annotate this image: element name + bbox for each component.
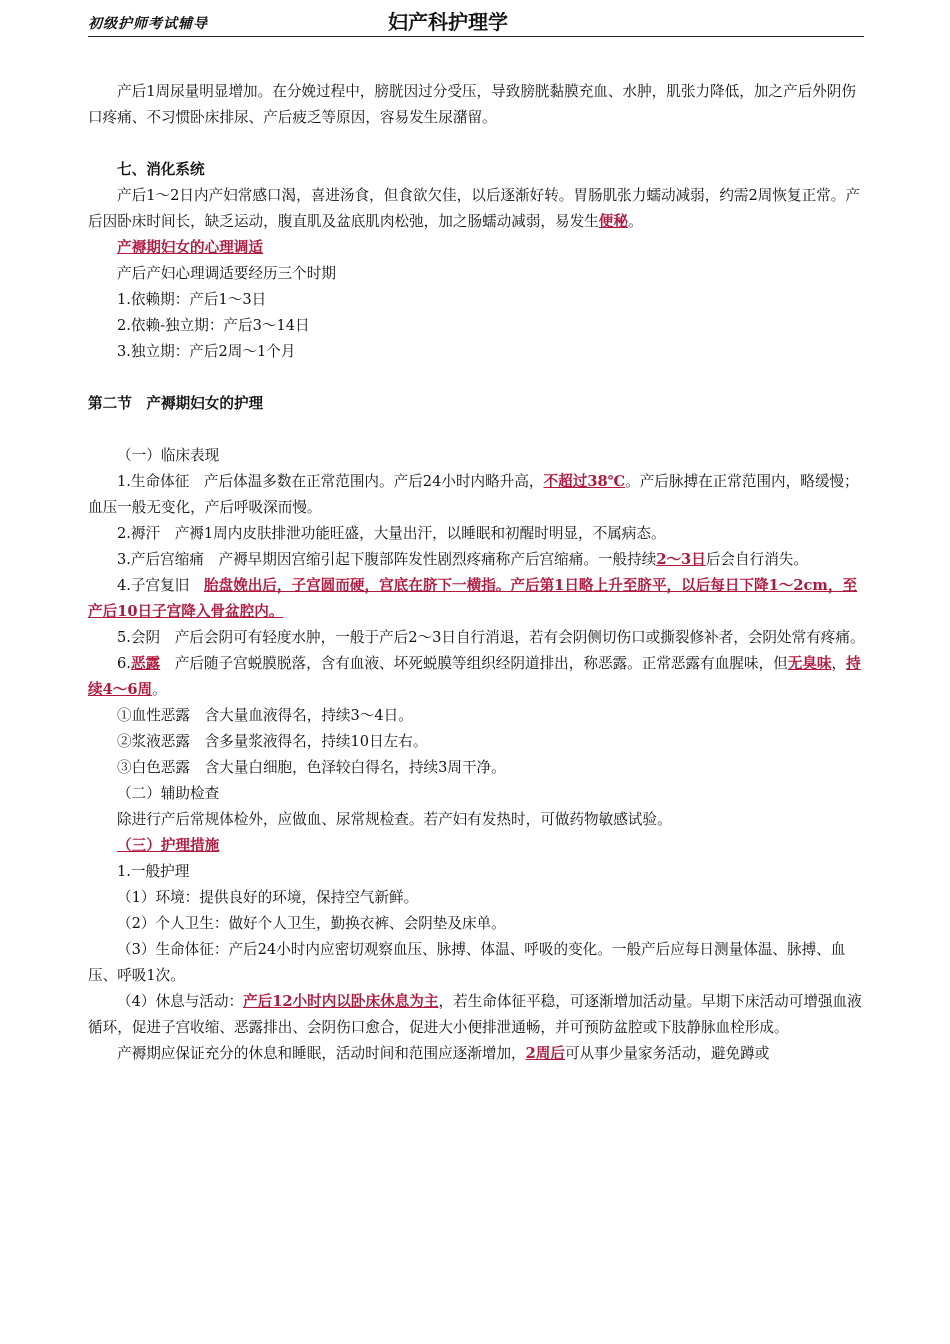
text: 可从事少量家务活动，避免蹲或 — [564, 1045, 770, 1062]
highlight-temp: 不超过38℃ — [543, 473, 626, 490]
text: 。 — [152, 681, 167, 698]
highlight-no-odor: 无臭味 — [787, 655, 832, 672]
psych-item-3: 3.独立期：产后2周～1个月 — [117, 343, 296, 360]
paragraph-urine: 产后1周尿量明显增加。在分娩过程中，膀胱因过分受压，导致膀胱黏膜充血、水肿，肌张力降低，加之产后外阴伤口疼痛、不习惯卧床排尿、产后疲乏等原因，容易发生尿潴留。 — [88, 83, 856, 126]
text: 。 — [628, 213, 643, 230]
care-item-3: （3）生命体征：产后24小时内应密切观察血压、脉搏、体温、呼吸的变化。一般产后应每日测量体温、脉搏、血压、呼吸1次。 — [88, 941, 846, 984]
text: 3.产后宫缩痛 产褥早期因宫缩引起下腹部阵发性剧烈疼痛称产后宫缩痛。一般持续 — [117, 551, 657, 568]
header-left-title: 初级护师考试辅导 — [88, 16, 208, 32]
highlight-constipation: 便秘 — [598, 213, 628, 230]
document-body — [88, 79, 868, 1067]
clinical-title: （一）临床表现 — [117, 447, 220, 464]
clinical-item-2: 2.褥汗 产褥1周内皮肤排泄功能旺盛，大量出汗，以睡眠和初醒时明显，不属病态。 — [117, 525, 666, 542]
care-item-1: （1）环境：提供良好的环境，保持空气新鲜。 — [117, 889, 419, 906]
section-2-title: 第二节 产褥期妇女的护理 — [88, 395, 264, 412]
highlight-duration: 2～3日 — [656, 551, 706, 568]
psych-item-2: 2.依赖-独立期：产后3～14日 — [117, 317, 310, 334]
text: 产后随子宫蜕膜脱落，含有血液、坏死蜕膜等组织经阴道排出，称恶露。正常恶露有血腥味，但 — [160, 655, 788, 672]
text: 6. — [117, 655, 131, 672]
highlight-rest: 产后12小时内以卧床休息为主 — [243, 993, 439, 1010]
page-header — [88, 10, 864, 37]
care-item-2: （2）个人卫生：做好个人卫生，勤换衣裤、会阴垫及床单。 — [117, 915, 506, 932]
clinical-item-6 — [88, 651, 868, 703]
section-digestive-title: 七、消化系统 — [117, 161, 205, 178]
header-center-title: 妇产科护理学 — [388, 10, 508, 34]
care-item-4 — [88, 989, 868, 1041]
lochia-item-2: ②浆液恶露 含多量浆液得名，持续10日左右。 — [117, 733, 428, 750]
care-title: （三）护理措施 — [117, 837, 220, 854]
psych-adjust-title: 产褥期妇女的心理调适 — [117, 239, 263, 256]
clinical-item-1 — [88, 469, 868, 521]
highlight-lochia: 恶露 — [130, 655, 161, 672]
lochia-item-3: ③白色恶露 含大量白细胞，色泽较白得名，持续3周干净。 — [117, 759, 506, 776]
highlight-two-weeks: 2周后 — [525, 1045, 565, 1062]
text: （4）休息与活动： — [117, 993, 244, 1010]
highlight-weeks: 持续4～6周 — [88, 655, 861, 698]
care-item-5 — [88, 1041, 868, 1067]
text: 产后1～2日内产妇常感口渴，喜进汤食，但食欲欠佳，以后逐渐好转。胃肠肌张力蠕动减弱，约需2周恢复正常。产后因卧床时间长，缺乏运动，腹直肌及盆底肌肉松弛，加之肠蠕动减弱，易发生 — [88, 187, 860, 230]
text: ， — [831, 655, 847, 672]
care-general: 1.一般护理 — [117, 863, 190, 880]
text: ，若生命体征平稳，可逐渐增加活动量。早期下床活动可增强血液循环，促进子宫收缩、恶露排出、会阴伤口愈合，促进大小便排泄通畅，并可预防盆腔或下肢静脉血栓形成。 — [88, 993, 862, 1036]
paragraph-digestive — [88, 183, 868, 235]
text: 后会自行消失。 — [705, 551, 808, 568]
psych-intro: 产后产妇心理调适要经历三个时期 — [117, 265, 336, 282]
clinical-item-5: 5.会阴 产后会阴可有轻度水肿，一般于产后2～3日自行消退，若有会阴侧切伤口或撕裂修补者，会阴处常有疼痛。 — [117, 629, 865, 646]
lochia-item-1: ①血性恶露 含大量血液得名，持续3～4日。 — [117, 707, 413, 724]
aux-title: （二）辅助检查 — [117, 785, 220, 802]
clinical-item-4 — [88, 573, 868, 625]
psych-item-1: 1.依赖期：产后1～3日 — [117, 291, 267, 308]
text: 1.生命体征 产后体温多数在正常范围内。产后24小时内略升高， — [117, 473, 544, 490]
highlight-uterus: 胎盘娩出后，子宫圆而硬，宫底在脐下一横指。产后第1日略上升至脐平，以后每日下降1～2cm，至产后10日子宫降入骨盆腔内。 — [88, 577, 858, 620]
clinical-item-3 — [88, 547, 868, 573]
text: 。产后脉搏在正常范围内，略缓慢；血压一般无变化，产后呼吸深而慢。 — [88, 473, 859, 516]
text: 4.子宫复旧 — [117, 577, 204, 594]
aux-text: 除进行产后常规体检外，应做血、尿常规检查。若产妇有发热时，可做药物敏感试验。 — [117, 811, 672, 828]
text: 产褥期应保证充分的休息和睡眠，活动时间和范围应逐渐增加， — [117, 1045, 526, 1062]
